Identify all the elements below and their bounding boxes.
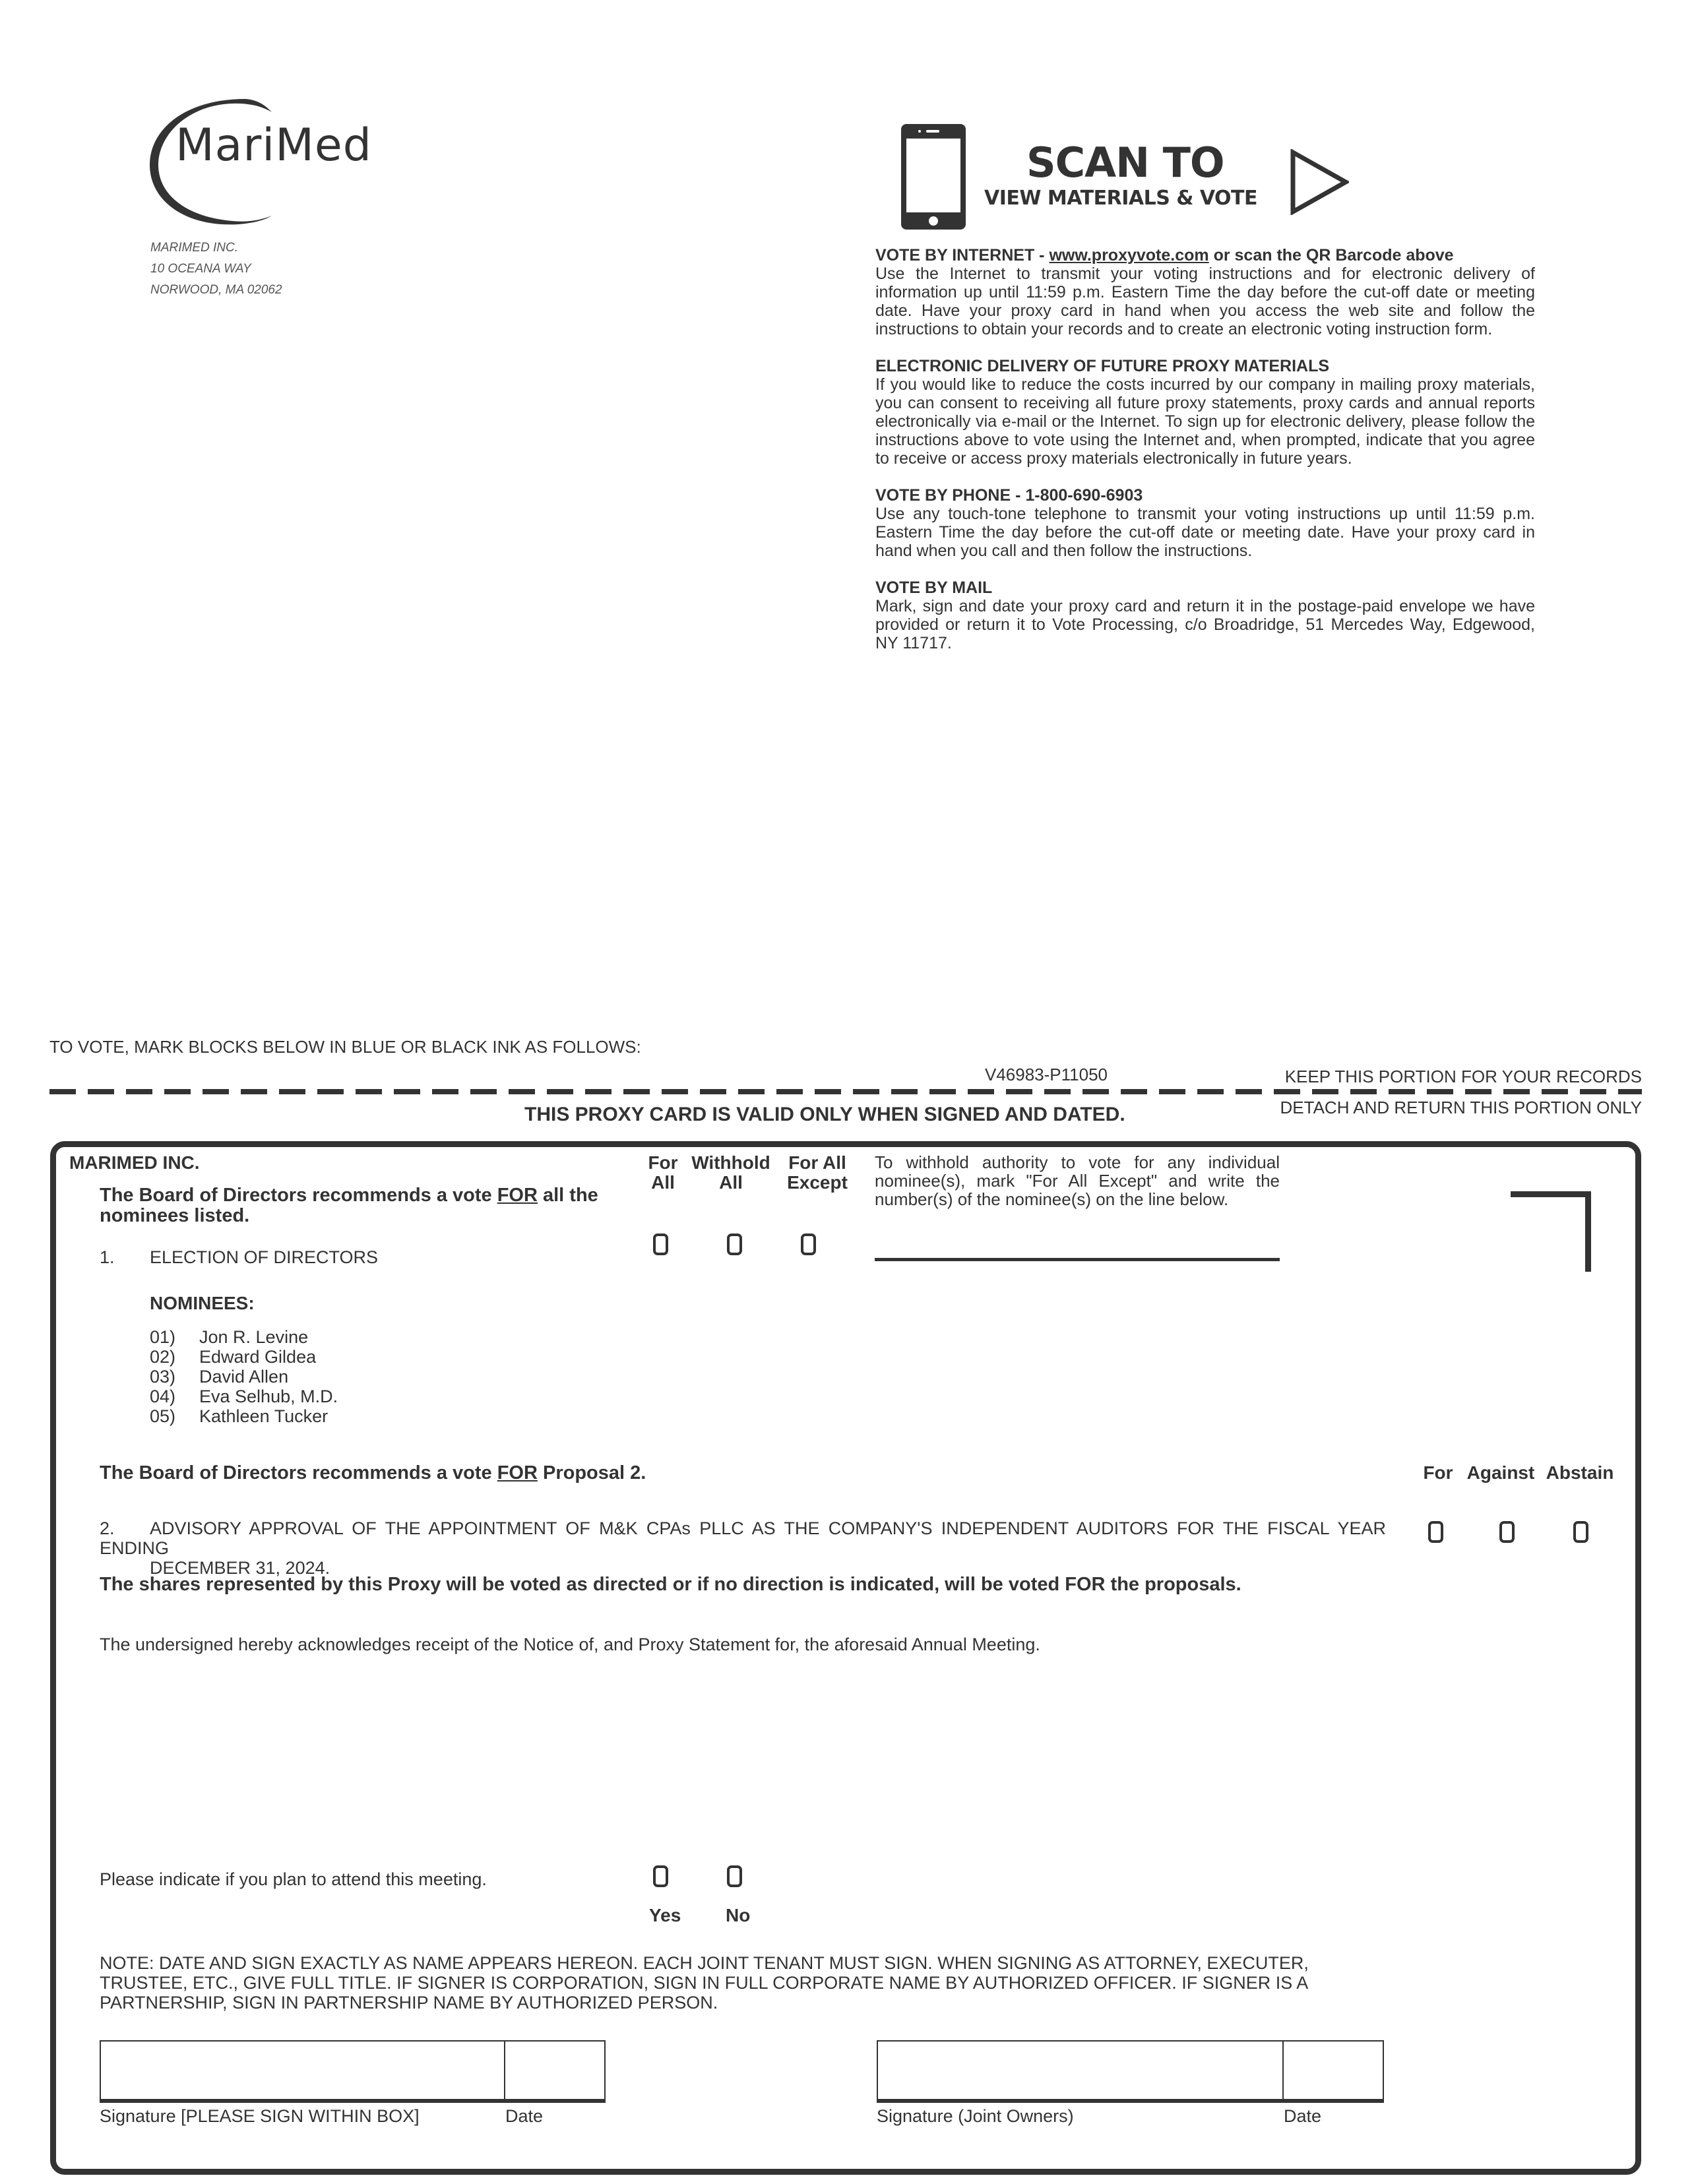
scan-title: SCAN TO (1026, 139, 1224, 187)
company-address (150, 237, 282, 301)
shares-direction-note: The shares represented by this Proxy will be voted as directed or if no direction is indicated, will be voted FOR the proposals. (100, 1574, 1241, 1595)
play-triangle-icon (1290, 149, 1349, 215)
signature-joint-label: Signature (Joint Owners) (877, 2106, 1074, 2126)
marimed-logo (146, 96, 397, 228)
nominee-item: 01) Jon R. Levine (150, 1327, 309, 1347)
nominee-list (150, 1327, 338, 1426)
nominee-item: 03) David Allen (150, 1367, 289, 1387)
checkbox-attend-no[interactable] (727, 1865, 742, 1887)
column-for-all: For All (648, 1152, 678, 1193)
signature-box-primary[interactable] (100, 2040, 505, 2103)
detach-portion-label: DETACH AND RETURN THIS PORTION ONLY (1280, 1098, 1642, 1117)
nominee-item: 04) Eva Selhub, M.D. (150, 1387, 338, 1406)
withhold-instructions: To withhold authority to vote for any individual nominee(s), mark "For All Except" and write the number(s) of the nominee(s) on the line below. (875, 1152, 1280, 1209)
signature-box-joint[interactable] (877, 2040, 1284, 2103)
vote-by-internet-section (875, 246, 1535, 338)
column-for-all-except: For All Except (787, 1152, 848, 1193)
column-for: For (1423, 1462, 1453, 1483)
attend-no-label: No (726, 1905, 751, 1925)
column-abstain: Abstain (1546, 1462, 1614, 1483)
board-recommendation-1: The Board of Directors recommends a vote FOR all the nominees listed. (100, 1185, 598, 1226)
address-line: 10 OCEANA WAY (150, 262, 251, 276)
mark-instructions: TO VOTE, MARK BLOCKS BELOW IN BLUE OR BLACK INK AS FOLLOWS: (49, 1037, 641, 1057)
scan-subtitle: VIEW MATERIALS & VOTE (984, 187, 1258, 210)
control-id: V46983-P11050 (985, 1065, 1108, 1084)
keep-portion-label: KEEP THIS PORTION FOR YOUR RECORDS (1284, 1067, 1642, 1086)
column-against: Against (1466, 1462, 1535, 1483)
proposal-2: 2. ADVISORY APPROVAL OF THE APPOINTMENT OF M&K CPAs PLLC AS THE COMPANY'S INDEPENDENT AUDITORS FOR THE FISCAL YEAR ENDING DECEMBER 31, 2024. (100, 1518, 1386, 1578)
attend-question: Please indicate if you plan to attend this meeting. (100, 1869, 487, 1889)
electronic-delivery-section (875, 357, 1535, 468)
detach-dashed-line (49, 1089, 1642, 1094)
phone-icon (901, 124, 966, 230)
checkbox-proposal2-against[interactable] (1499, 1521, 1515, 1543)
column-withhold-all: Withhold All (691, 1152, 770, 1193)
vote-by-mail-section (875, 578, 1535, 652)
address-line: NORWOOD, MA 02062 (150, 283, 282, 297)
card-company-name: MARIMED INC. (69, 1152, 200, 1173)
attend-yes-label: Yes (649, 1905, 681, 1925)
vote-by-mail-heading: VOTE BY MAIL (875, 578, 993, 597)
vote-by-internet-heading: VOTE BY INTERNET - www.proxyvote.com or scan the QR Barcode above (875, 246, 1454, 265)
electronic-delivery-body: If you would like to reduce the costs incurred by our company in mailing proxy materials, you can consent to receiving all future proxy statements, proxy cards and annual reports electronically via e-mail or the Internet. To sign up for electronic delivery, please follow the instructions above to vote using the Internet and, when prompted, indicate that you agree to receive or access proxy materials electronically in future years. (875, 375, 1535, 468)
vote-by-phone-heading: VOTE BY PHONE - 1-800-690-6903 (875, 486, 1143, 505)
date-joint-label: Date (1284, 2106, 1322, 2126)
registration-corner-mark (1511, 1191, 1591, 1272)
checkbox-withhold-all[interactable] (727, 1233, 742, 1255)
logo-wordmark: MariMed (175, 119, 372, 172)
checkbox-for-all[interactable] (653, 1233, 668, 1255)
proxy-card (50, 1141, 1641, 2175)
valid-notice: THIS PROXY CARD IS VALID ONLY WHEN SIGNED AND DATED. (524, 1104, 1125, 1125)
nominee-item: 02) Edward Gildea (150, 1347, 317, 1367)
nominee-item: 05) Kathleen Tucker (150, 1406, 329, 1426)
nominees-heading: NOMINEES: (150, 1293, 255, 1313)
signing-note: NOTE: DATE AND SIGN EXACTLY AS NAME APPEARS HEREON. EACH JOINT TENANT MUST SIGN. WHEN SIGNING AS ATTORNEY, EXECUTER, TRUSTEE, ETC., GIVE FULL TITLE. IF SIGNER IS CORPORATION, SIGN IN FULL CORPORATE NAME BY AUTHORIZED OFFICER. IF SIGNER IS A PARTNERSHIP, SIGN IN PARTNERSHIP NAME BY AUTHORIZED PERSON. (100, 1953, 1309, 2012)
vote-by-phone-body: Use any touch-tone telephone to transmit your voting instructions up until 11:59 p.m. Eastern Time the day before the cut-off date or meeting date. Have your proxy card in hand when you call and then follow the instructions. (875, 505, 1535, 560)
board-recommendation-2: The Board of Directors recommends a vote FOR Proposal 2. (100, 1462, 646, 1483)
vote-by-mail-body: Mark, sign and date your proxy card and return it in the postage-paid envelope we have provided or return it to Vote Processing, c/o Broadridge, 51 Mercedes Way, Edgewood, NY 11717. (875, 597, 1535, 652)
date-box-primary[interactable] (505, 2040, 606, 2103)
except-nominee-write-line[interactable] (875, 1258, 1280, 1261)
electronic-delivery-heading: ELECTRONIC DELIVERY OF FUTURE PROXY MATERIALS (875, 357, 1330, 375)
checkbox-for-all-except[interactable] (801, 1233, 816, 1255)
checkbox-proposal2-abstain[interactable] (1573, 1521, 1588, 1543)
vote-by-phone-section (875, 486, 1535, 560)
date-primary-label: Date (505, 2106, 544, 2126)
proposal-1: 1. ELECTION OF DIRECTORS (100, 1247, 379, 1267)
signature-primary-label: Signature [PLEASE SIGN WITHIN BOX] (100, 2106, 420, 2126)
checkbox-attend-yes[interactable] (653, 1865, 668, 1887)
checkbox-proposal2-for[interactable] (1428, 1521, 1443, 1543)
proxyvote-link[interactable]: www.proxyvote.com (1049, 246, 1209, 265)
address-line: MARIMED INC. (150, 241, 238, 255)
date-box-joint[interactable] (1284, 2040, 1384, 2103)
vote-by-internet-body: Use the Internet to transmit your voting instructions and for electronic delivery of information up until 11:59 p.m. Eastern Time the day before the cut-off date or meeting date. Have your proxy card in hand when you access the web site and follow the instructions to obtain your records and to create an electronic voting instruction form. (875, 265, 1535, 338)
acknowledgement-text: The undersigned hereby acknowledges receipt of the Notice of, and Proxy Statement for, the aforesaid Annual Meeting. (100, 1635, 1040, 1654)
